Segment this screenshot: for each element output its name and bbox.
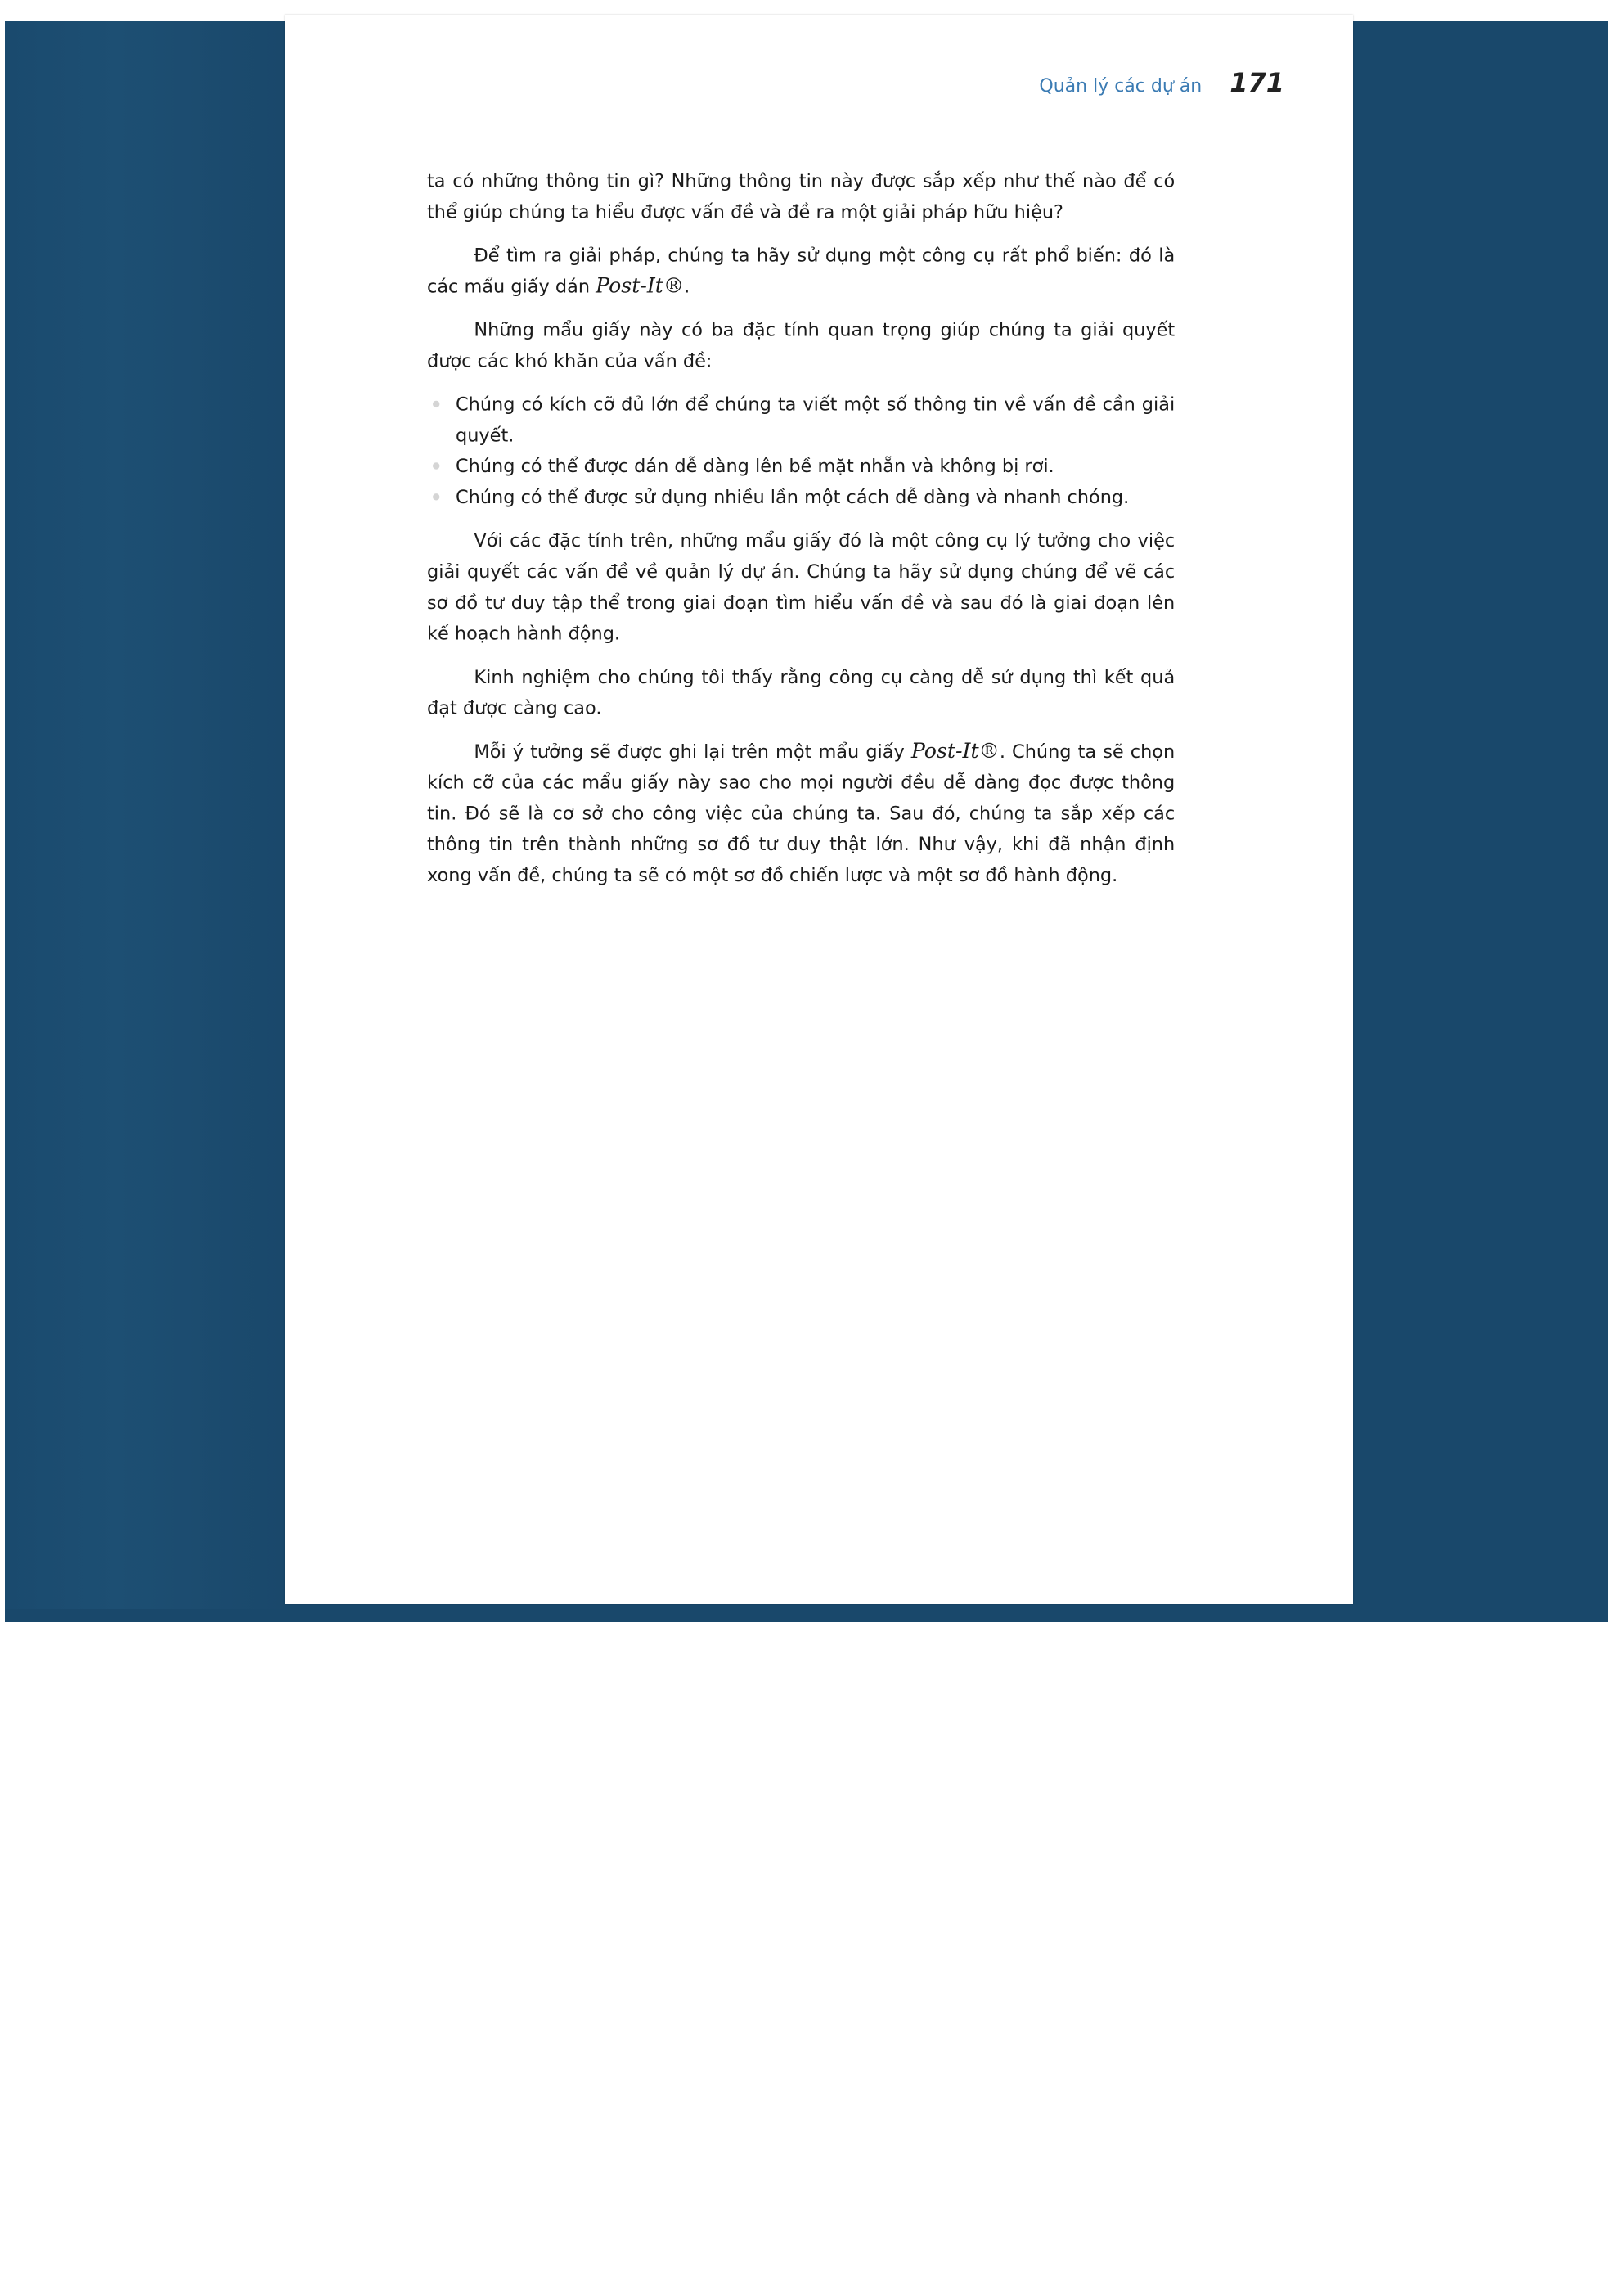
bullet-icon (433, 493, 439, 500)
paragraph-properties-intro: Những mẩu giấy này có ba đặc tính quan trọng giúp chúng ta giải quyết được các khó khăn của vấn đề: (427, 318, 1176, 371)
bullet-icon (433, 401, 439, 407)
body-text (427, 165, 1175, 903)
paragraph-text: Mỗi ý tưởng sẽ được ghi lại trên một mẩu giấy (474, 740, 911, 763)
post-it-term: Post-It® (596, 274, 685, 298)
list-item (456, 389, 1175, 451)
running-title: Quản lý các dự án (1039, 76, 1203, 97)
paragraph-ideal-tool: Với các đặc tính trên, những mẩu giấy đó là một công cụ lý tưởng cho việc giải quyết các vấn đề về quản lý dự án. Chúng ta hãy sử dụng chúng để vẽ các sơ đồ tư duy tập thể trong giai đoạn tìm hiểu vấn đề và sau đó là giai đoạn lên kế hoạch hành động. (427, 529, 1176, 645)
page-number: 171 (1230, 67, 1284, 98)
list-item (456, 481, 1175, 512)
bullet-icon (433, 462, 439, 469)
paragraph-text: . (684, 275, 690, 297)
list-item (456, 451, 1175, 482)
list-item-text: Chúng có kích cỡ đủ lớn để chúng ta viết một số thông tin về vấn đề cần giải quyết. (456, 393, 1176, 446)
list-item-text: Chúng có thể được dán dễ dàng lên bề mặt nhẵn và không bị rơi. (456, 455, 1054, 477)
post-it-term: Post-It® (910, 739, 1000, 763)
book-page (285, 15, 1353, 1604)
page-header (1039, 67, 1284, 98)
properties-list (427, 389, 1175, 512)
paragraph-text: . Chúng ta sẽ chọn kích cỡ của các mẩu giấy này sao cho mọi người đều dễ dàng đọc được thông tin. Đó sẽ là cơ sở cho công việc của chúng ta. Sau đó, chúng ta sắp xếp các thông tin trên thành những sơ đồ tư duy thật lớn. Như vậy, khi đã nhận định xong vấn đề, chúng ta sẽ có một sơ đồ chiến lược và một sơ đồ hành động. (427, 740, 1176, 886)
paragraph-post-it-intro (427, 240, 1175, 302)
paragraph-experience: Kinh nghiệm cho chúng tôi thấy rằng công cụ càng dễ sử dụng thì kết quả đạt được càng cao. (427, 665, 1176, 719)
scan-background-left-band (5, 21, 283, 1609)
paragraph-each-idea (427, 736, 1175, 890)
paragraph-continued: ta có những thông tin gì? Những thông tin này được sắp xếp như thế nào để có thể giúp chúng ta hiểu được vấn đề và đề ra một giải pháp hữu hiệu? (427, 169, 1176, 223)
list-item-text: Chúng có thể được sử dụng nhiều lần một cách dễ dàng và nhanh chóng. (456, 486, 1130, 508)
paragraph-text: Để tìm ra giải pháp, chúng ta hãy sử dụng một công cụ rất phổ biến: đó là các mẩu giấy dán (427, 244, 1176, 297)
